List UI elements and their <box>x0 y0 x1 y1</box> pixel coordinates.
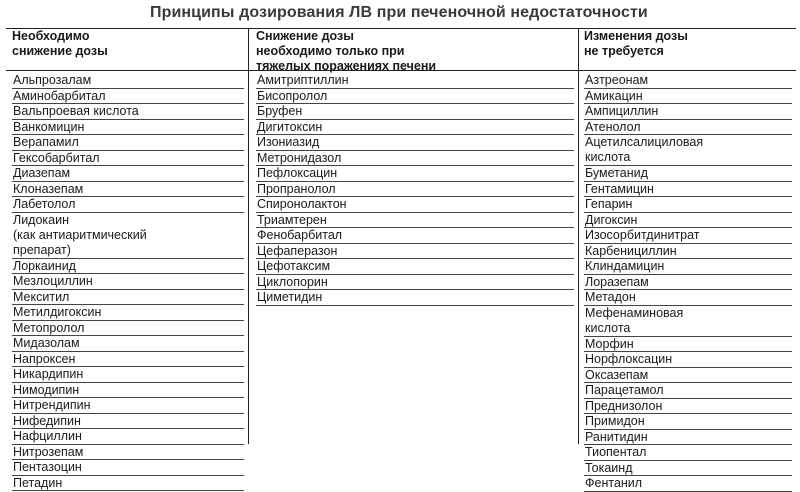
drug-row <box>12 274 244 290</box>
drug-name: Изониазид <box>257 135 320 149</box>
drug-row <box>256 244 574 260</box>
drug-row <box>12 305 244 321</box>
drug-row <box>584 89 792 105</box>
drug-name: Циклопорин <box>257 274 328 289</box>
drug-name: Лоркаинид <box>13 258 76 273</box>
drug-row <box>12 367 244 383</box>
drug-row <box>12 89 244 105</box>
drug-name: Оксазепам <box>585 367 649 382</box>
drug-name: Бруфен <box>257 104 303 118</box>
drug-row <box>12 259 244 275</box>
drug-name: препарат) <box>13 242 71 257</box>
drug-name: Дигоксин <box>585 212 638 227</box>
drug-name: Ранитидин <box>585 429 648 444</box>
drug-row <box>584 352 792 368</box>
drug-name: Лабетолол <box>13 197 76 211</box>
drug-name: Тиопентал <box>585 445 647 459</box>
drug-row <box>584 104 792 120</box>
drug-row <box>584 461 792 477</box>
drug-name: Изосорбитдинитрат <box>585 228 700 242</box>
drug-name: Бисопролол <box>257 88 328 103</box>
drug-row <box>12 182 244 198</box>
column-divider <box>248 28 249 444</box>
drug-row <box>12 120 244 136</box>
drug-name: (как антиаритмический <box>13 227 147 242</box>
drug-name: Нифедипин <box>13 413 81 428</box>
column-header-dose-reduction <box>12 29 242 59</box>
drug-name: Метилдигоксин <box>13 305 102 319</box>
drug-row <box>12 135 244 151</box>
drug-row <box>256 135 574 151</box>
drug-name: Метопролол <box>13 320 85 335</box>
drug-name: Токаинд <box>585 460 633 475</box>
header-line: не требуется <box>584 44 664 58</box>
drug-row <box>584 73 792 89</box>
column-divider <box>578 28 579 444</box>
drug-name: Ацетилсалициловая <box>585 135 704 149</box>
drug-name: Верапамил <box>13 135 79 149</box>
drug-row <box>256 275 574 291</box>
drug-name: Петадин <box>13 475 63 490</box>
drug-name: Никардипин <box>13 367 84 381</box>
drug-row <box>256 89 574 105</box>
drug-name: Гентамицин <box>585 181 654 196</box>
page-title: Принципы дозирования ЛВ при печеночной недостаточности <box>150 4 648 21</box>
drug-name: Гепарин <box>585 197 633 211</box>
drug-name: Ампициллин <box>585 104 659 118</box>
drug-row <box>584 368 792 384</box>
header-line: Необходимо <box>12 29 90 43</box>
drug-row <box>584 383 792 399</box>
drug-name: Цефаперазон <box>257 243 338 258</box>
drug-name: Диазепам <box>13 166 71 180</box>
drug-name: Фентанил <box>585 476 643 490</box>
drug-name: Нитрозепам <box>13 444 84 459</box>
drug-row <box>584 135 792 166</box>
drug-row <box>584 259 792 275</box>
drug-row <box>12 213 244 259</box>
drug-name: Мефенаминовая <box>585 305 684 320</box>
drug-row <box>12 290 244 306</box>
drug-name: Ванкомицин <box>13 119 85 134</box>
drug-row <box>584 213 792 229</box>
drug-row <box>12 352 244 368</box>
drug-row <box>12 73 244 89</box>
drug-row <box>256 73 574 89</box>
drug-row <box>256 213 574 229</box>
drug-row <box>584 399 792 415</box>
drug-row <box>12 445 244 461</box>
drug-name: Триамтерен <box>257 212 327 227</box>
header-line: снижение дозы <box>12 44 108 58</box>
drug-row <box>12 151 244 167</box>
drug-row <box>584 430 792 446</box>
drug-name: Нимодипин <box>13 382 80 397</box>
drug-name: Преднизолон <box>585 398 663 413</box>
drug-row <box>584 228 792 244</box>
drug-name: Морфин <box>585 336 634 351</box>
header-line: Снижение дозы <box>256 29 354 43</box>
drug-name: Мезлоциллин <box>13 274 93 288</box>
drug-name: Клоназепам <box>13 181 84 196</box>
drug-row <box>584 120 792 136</box>
drug-name: Лидокаин <box>13 212 70 227</box>
drug-row <box>256 290 574 306</box>
drug-row <box>12 197 244 213</box>
drug-row <box>256 151 574 167</box>
drug-name: Напроксен <box>13 351 76 366</box>
drug-row <box>12 460 244 476</box>
drug-row <box>256 259 574 275</box>
drug-name: Атенолол <box>585 119 641 134</box>
drug-row <box>256 166 574 182</box>
drug-name: Нитрендипин <box>13 398 91 412</box>
drug-row <box>256 120 574 136</box>
drug-name: Фенобарбитал <box>257 228 343 242</box>
drug-row <box>12 429 244 445</box>
drug-name: Дигитоксин <box>257 119 323 134</box>
drug-name: Метронидазол <box>257 150 342 165</box>
drug-name: Амикацин <box>585 88 643 103</box>
drug-name: Пропранолол <box>257 181 336 196</box>
drug-row <box>256 182 574 198</box>
drug-name: Пефлоксацин <box>257 166 338 180</box>
drug-row <box>12 321 244 337</box>
drug-name: Норфлоксацин <box>585 352 673 366</box>
drug-name: Пентазоцин <box>13 460 82 474</box>
drug-row <box>584 166 792 182</box>
drug-row <box>584 197 792 213</box>
drug-list-no-change <box>584 73 792 492</box>
header-line: необходимо только при <box>256 44 405 58</box>
drug-row <box>12 414 244 430</box>
drug-row <box>584 414 792 430</box>
drug-name: Буметанид <box>585 166 648 180</box>
drug-row <box>12 104 244 120</box>
drug-name: Клиндамицин <box>585 259 665 273</box>
drug-name: Лоразепам <box>585 274 649 289</box>
drug-list-dose-reduction <box>12 73 244 491</box>
drug-name: Мекситил <box>13 289 70 304</box>
drug-row <box>584 337 792 353</box>
drug-name: Цефотаксим <box>257 259 331 273</box>
drug-name: Парацетамол <box>585 383 664 397</box>
drug-name: Аминобарбитал <box>13 88 106 103</box>
drug-name: Гексобарбитал <box>13 150 100 165</box>
drug-row <box>12 398 244 414</box>
drug-name: Циметидин <box>257 290 323 304</box>
drug-name: Альпрозалам <box>13 73 92 87</box>
drug-name: Нафциллин <box>13 429 82 443</box>
drug-row <box>584 476 792 492</box>
drug-row <box>584 182 792 198</box>
column-header-no-change <box>584 29 784 59</box>
drug-row <box>12 336 244 352</box>
drug-row <box>584 244 792 260</box>
drug-row <box>12 166 244 182</box>
drug-name: Примидон <box>585 414 645 428</box>
column-header-severe-only <box>256 29 571 74</box>
drug-row <box>584 290 792 306</box>
drug-name: Карбенициллин <box>585 243 677 258</box>
drug-list-severe-only <box>256 73 574 306</box>
header-line: тяжелых поражениях печени <box>256 59 437 73</box>
drug-name: кислота <box>585 320 631 335</box>
drug-name: Амитриптиллин <box>257 73 349 87</box>
drug-name: Спиронолактон <box>257 197 347 211</box>
drug-row <box>584 445 792 461</box>
drug-row <box>256 197 574 213</box>
drug-row <box>12 476 244 492</box>
drug-name: Мидазолам <box>13 336 80 350</box>
drug-row <box>584 275 792 291</box>
drug-name: Азтреонам <box>585 73 649 87</box>
header-line: Изменения дозы <box>584 29 688 43</box>
drug-name: кислота <box>585 150 631 164</box>
drug-row <box>256 104 574 120</box>
drug-row <box>12 383 244 399</box>
drug-name: Вальпроевая кислота <box>13 104 139 118</box>
drug-name: Метадон <box>585 290 636 304</box>
drug-row <box>256 228 574 244</box>
drug-row <box>584 306 792 337</box>
